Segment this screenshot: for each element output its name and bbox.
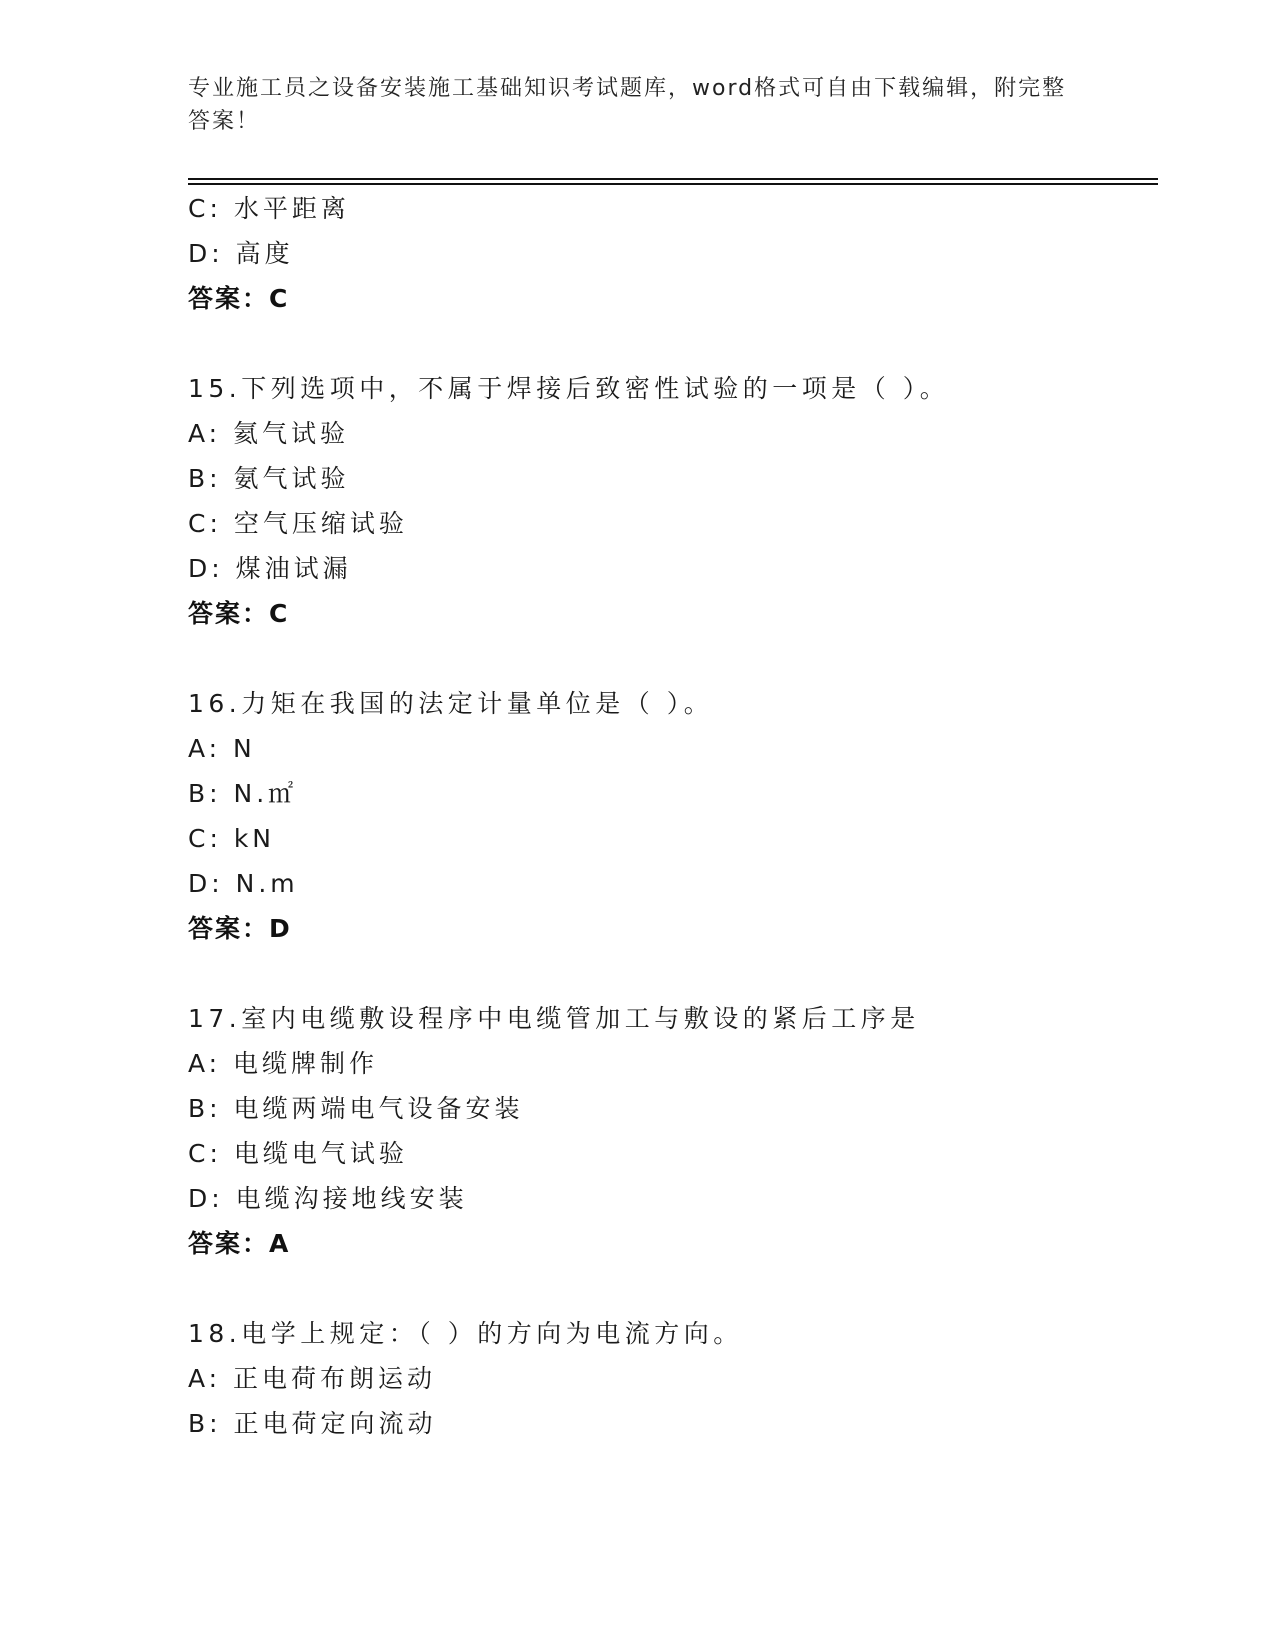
option-line: B: 氨气试验 (188, 464, 350, 493)
option-line: B: 正电荷定向流动 (188, 1409, 437, 1438)
option-line: C: 电缆电气试验 (188, 1139, 408, 1168)
question-17: 17.室内电缆敷设程序中电缆管加工与敷设的紧后工序是 (188, 1004, 920, 1033)
option-line: B: N.㎡ (188, 779, 298, 808)
option-line: D: 电缆沟接地线安装 (188, 1184, 468, 1213)
header-rule-bottom (188, 183, 1158, 185)
option-line: B: 电缆两端电气设备安装 (188, 1094, 524, 1123)
option-line: C: 空气压缩试验 (188, 509, 408, 538)
document-header: 专业施工员之设备安装施工基础知识考试题库，word格式可自由下载编辑，附完整答案！ (188, 76, 1067, 134)
question-18: 18.电学上规定：（ ）的方向为电流方向。 (188, 1319, 743, 1348)
answer-line: 答案：C (188, 599, 290, 628)
option-line: D: 高度 (188, 239, 294, 268)
question-15: 15.下列选项中，不属于焊接后致密性试验的一项是（ ）。 (188, 374, 950, 403)
option-line: A: N (188, 734, 256, 763)
option-line: C: kN (188, 824, 276, 853)
question-16: 16.力矩在我国的法定计量单位是（ ）。 (188, 689, 714, 718)
header-rule-top (188, 178, 1158, 180)
answer-line: 答案：C (188, 284, 290, 313)
option-line: A: 电缆牌制作 (188, 1049, 379, 1078)
option-line: A: 氦气试验 (188, 419, 350, 448)
answer-line: 答案：D (188, 914, 292, 943)
option-line: D: N.m (188, 869, 299, 898)
option-line: A: 正电荷布朗运动 (188, 1364, 437, 1393)
option-line: D: 煤油试漏 (188, 554, 352, 583)
answer-line: 答案：A (188, 1229, 291, 1258)
option-line: C: 水平距离 (188, 194, 350, 223)
